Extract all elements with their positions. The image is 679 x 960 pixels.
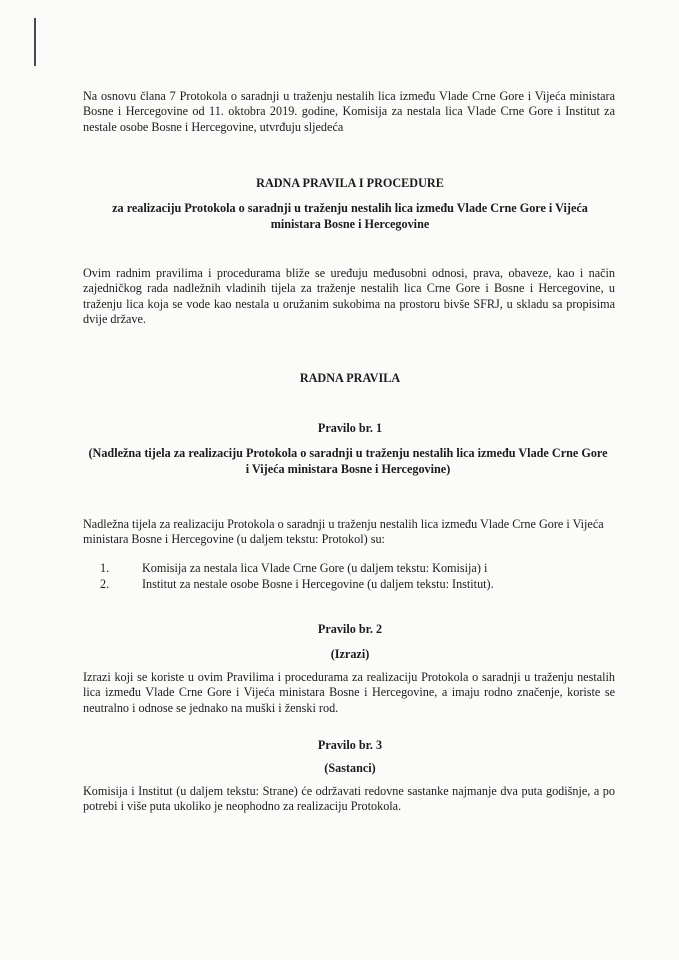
document-subtitle: za realizaciju Protokola o saradnji u traženju nestalih lica između Vlade Crne Gore i Vijeća ministara Bosne i Hercegovine	[112, 201, 588, 231]
rule-1-list	[100, 560, 620, 592]
rule-2-title: (Izrazi)	[330, 647, 370, 661]
rule-2-text: Izrazi koji se koriste u ovim Pravilima i procedurama za realizaciju Protokola o saradnji u traženju nestalih lica između Vlade Crne Gore i Vijeća ministara Bosne i Hercegovine, a imaju rodno značenje, koriste se neutralno i odnose se jednako na muški i ženski rod.	[83, 670, 615, 715]
rule-1-text: Nadležna tijela za realizaciju Protokola o saradnji u traženju nestalih lica između Vlade Crne Gore i Vijeća ministara Bosne i Hercegovine (u daljem tekstu: Protokol) su:	[83, 517, 604, 547]
rule-1-number: Pravilo br. 1	[317, 421, 383, 435]
section-heading: RADNA PRAVILA	[299, 371, 401, 385]
scan-margin-mark	[34, 18, 36, 66]
intro-paragraph: Ovim radnim pravilima i procedurama bliže se uređuju međusobni odnosi, prava, obaveze, kao i način zajedničkog rada nadležnih vladinih tijela za traženje nestalih lica Crne Gore i Bosne i Hercegovine, u traženju lica koja se vode kao nestala u oružanim sukobima na prostoru bivše SFRJ, u skladu sa propisima dvije države.	[83, 266, 615, 327]
document-title: RADNA PRAVILA I PROCEDURE	[256, 176, 444, 190]
rule-2-number: Pravilo br. 2	[317, 622, 383, 636]
list-item	[100, 560, 620, 576]
rule-3-text: Komisija i Institut (u daljem tekstu: Strane) će održavati redovne sastanke najmanje dva puta godišnje, a po potrebi i više puta ukoliko je neophodno za realizaciju Protokola.	[83, 784, 615, 814]
rule-1-title: (Nadležna tijela za realizaciju Protokola o saradnji u traženju nestalih lica između Vlade Crne Gore i Vijeća ministara Bosne i Hercegovine)	[88, 446, 608, 476]
list-item	[100, 576, 620, 592]
preamble-paragraph: Na osnovu člana 7 Protokola o saradnji u traženju nestalih lica između Vlade Crne Gore i Vijeća ministara Bosne i Hercegovine od 11. oktobra 2019. godine, Komisija za nestala lica Vlade Crne Gore i Institut za nestale osobe Bosne i Hercegovine, utvrđuju sljedeća	[83, 89, 615, 134]
list-item-number: 2.	[100, 577, 110, 591]
list-item-text: Institut za nestale osobe Bosne i Hercegovine (u daljem tekstu: Institut).	[142, 577, 494, 591]
list-item-text: Komisija za nestala lica Vlade Crne Gore (u daljem tekstu: Komisija) i	[142, 561, 488, 575]
list-item-number: 1.	[100, 561, 110, 575]
rule-3-title: (Sastanci)	[324, 761, 376, 775]
rule-3-number: Pravilo br. 3	[317, 738, 383, 752]
